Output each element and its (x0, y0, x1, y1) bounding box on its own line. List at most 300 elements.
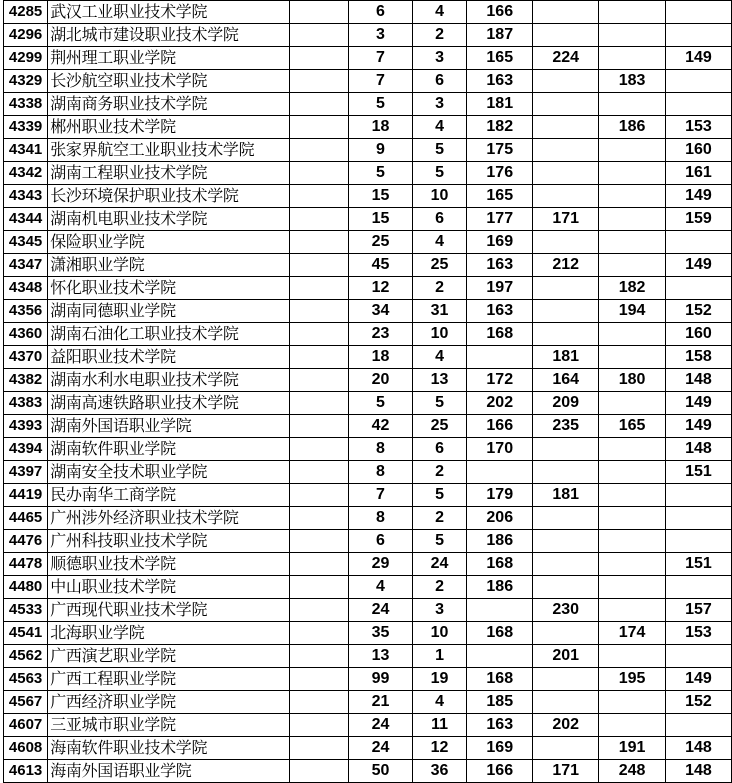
score-d-cell: 151 (665, 553, 731, 576)
table-row (4, 254, 732, 277)
score-d-cell: 160 (665, 323, 731, 346)
score-b-cell (533, 185, 599, 208)
school-code-cell: 4299 (4, 47, 48, 70)
table-row (4, 1, 732, 24)
plan-count-cell: 5 (349, 93, 413, 116)
enrolled-count-cell: 31 (412, 300, 466, 323)
enrolled-count-cell: 24 (412, 553, 466, 576)
school-name-cell: 郴州职业技术学院 (48, 116, 290, 139)
school-code-cell: 4296 (4, 24, 48, 47)
score-d-cell (665, 576, 731, 599)
school-name-cell: 广西经济职业学院 (48, 691, 290, 714)
table-row (4, 162, 732, 185)
enrolled-count-cell: 5 (412, 530, 466, 553)
score-b-cell: 201 (533, 645, 599, 668)
score-a-cell (467, 461, 533, 484)
enrolled-count-cell: 2 (412, 507, 466, 530)
score-c-cell (599, 691, 666, 714)
score-b-cell: 230 (533, 599, 599, 622)
enrolled-count-cell: 2 (412, 576, 466, 599)
table-row (4, 93, 732, 116)
plan-count-cell: 20 (349, 369, 413, 392)
blank-column-cell (289, 691, 348, 714)
school-name-cell: 湖南机电职业技术学院 (48, 208, 290, 231)
plan-count-cell: 9 (349, 139, 413, 162)
score-c-cell (599, 576, 666, 599)
score-a-cell: 168 (467, 323, 533, 346)
blank-column-cell (289, 576, 348, 599)
score-a-cell: 202 (467, 392, 533, 415)
school-code-cell: 4397 (4, 461, 48, 484)
score-c-cell (599, 24, 666, 47)
blank-column-cell (289, 139, 348, 162)
score-b-cell (533, 553, 599, 576)
score-c-cell (599, 323, 666, 346)
school-name-cell: 武汉工业职业技术学院 (48, 1, 290, 24)
score-c-cell (599, 231, 666, 254)
enrolled-count-cell: 11 (412, 714, 466, 737)
score-d-cell (665, 484, 731, 507)
score-d-cell (665, 530, 731, 553)
score-c-cell (599, 438, 666, 461)
score-a-cell: 169 (467, 737, 533, 760)
school-name-cell: 民办南华工商学院 (48, 484, 290, 507)
score-b-cell (533, 323, 599, 346)
score-c-cell (599, 162, 666, 185)
plan-count-cell: 8 (349, 438, 413, 461)
score-b-cell: 181 (533, 346, 599, 369)
score-c-cell (599, 139, 666, 162)
score-c-cell (599, 484, 666, 507)
enrolled-count-cell: 25 (412, 415, 466, 438)
score-d-cell: 160 (665, 139, 731, 162)
school-code-cell: 4562 (4, 645, 48, 668)
score-b-cell (533, 162, 599, 185)
enrolled-count-cell: 1 (412, 645, 466, 668)
plan-count-cell: 24 (349, 737, 413, 760)
score-b-cell: 171 (533, 760, 599, 783)
school-name-cell: 湖南软件职业学院 (48, 438, 290, 461)
score-c-cell (599, 714, 666, 737)
blank-column-cell (289, 599, 348, 622)
score-d-cell (665, 645, 731, 668)
score-d-cell: 161 (665, 162, 731, 185)
score-b-cell (533, 277, 599, 300)
school-name-cell: 保险职业学院 (48, 231, 290, 254)
score-d-cell (665, 1, 731, 24)
score-c-cell (599, 47, 666, 70)
score-d-cell: 158 (665, 346, 731, 369)
admission-score-table (3, 0, 732, 783)
score-b-cell: 212 (533, 254, 599, 277)
score-b-cell (533, 300, 599, 323)
blank-column-cell (289, 1, 348, 24)
plan-count-cell: 3 (349, 24, 413, 47)
table-row (4, 47, 732, 70)
score-a-cell: 206 (467, 507, 533, 530)
school-code-cell: 4344 (4, 208, 48, 231)
enrolled-count-cell: 5 (412, 139, 466, 162)
blank-column-cell (289, 438, 348, 461)
blank-column-cell (289, 24, 348, 47)
school-code-cell: 4393 (4, 415, 48, 438)
score-d-cell: 149 (665, 415, 731, 438)
table-row (4, 346, 732, 369)
score-a-cell: 165 (467, 185, 533, 208)
score-b-cell (533, 737, 599, 760)
school-name-cell: 海南外国语职业学院 (48, 760, 290, 783)
table-row (4, 737, 732, 760)
score-c-cell (599, 507, 666, 530)
school-name-cell: 湖北城市建设职业技术学院 (48, 24, 290, 47)
score-c-cell (599, 645, 666, 668)
score-c-cell: 182 (599, 277, 666, 300)
score-a-cell: 186 (467, 530, 533, 553)
score-c-cell: 191 (599, 737, 666, 760)
score-a-cell (467, 599, 533, 622)
score-c-cell: 186 (599, 116, 666, 139)
plan-count-cell: 6 (349, 530, 413, 553)
school-name-cell: 湖南同德职业学院 (48, 300, 290, 323)
blank-column-cell (289, 369, 348, 392)
blank-column-cell (289, 93, 348, 116)
score-c-cell (599, 553, 666, 576)
score-a-cell: 163 (467, 70, 533, 93)
score-b-cell (533, 70, 599, 93)
blank-column-cell (289, 507, 348, 530)
table-row (4, 300, 732, 323)
score-d-cell: 152 (665, 300, 731, 323)
enrolled-count-cell: 5 (412, 162, 466, 185)
enrolled-count-cell: 13 (412, 369, 466, 392)
score-b-cell: 202 (533, 714, 599, 737)
table-row (4, 645, 732, 668)
score-b-cell (533, 116, 599, 139)
score-d-cell: 148 (665, 369, 731, 392)
score-c-cell (599, 1, 666, 24)
table-row (4, 208, 732, 231)
score-a-cell: 182 (467, 116, 533, 139)
school-name-cell: 湖南水利水电职业技术学院 (48, 369, 290, 392)
table-row (4, 530, 732, 553)
enrolled-count-cell: 10 (412, 323, 466, 346)
school-code-cell: 4345 (4, 231, 48, 254)
enrolled-count-cell: 5 (412, 392, 466, 415)
blank-column-cell (289, 70, 348, 93)
enrolled-count-cell: 36 (412, 760, 466, 783)
plan-count-cell: 8 (349, 507, 413, 530)
score-d-cell: 153 (665, 116, 731, 139)
table-row (4, 231, 732, 254)
blank-column-cell (289, 415, 348, 438)
enrolled-count-cell: 3 (412, 47, 466, 70)
blank-column-cell (289, 668, 348, 691)
score-c-cell: 180 (599, 369, 666, 392)
school-code-cell: 4347 (4, 254, 48, 277)
school-name-cell: 广西演艺职业学院 (48, 645, 290, 668)
school-name-cell: 湖南安全技术职业学院 (48, 461, 290, 484)
blank-column-cell (289, 760, 348, 783)
plan-count-cell: 4 (349, 576, 413, 599)
plan-count-cell: 29 (349, 553, 413, 576)
blank-column-cell (289, 553, 348, 576)
school-name-cell: 中山职业技术学院 (48, 576, 290, 599)
enrolled-count-cell: 3 (412, 93, 466, 116)
plan-count-cell: 34 (349, 300, 413, 323)
score-b-cell: 235 (533, 415, 599, 438)
school-name-cell: 长沙环境保护职业技术学院 (48, 185, 290, 208)
school-name-cell: 北海职业学院 (48, 622, 290, 645)
school-code-cell: 4419 (4, 484, 48, 507)
plan-count-cell: 13 (349, 645, 413, 668)
plan-count-cell: 15 (349, 208, 413, 231)
score-c-cell: 174 (599, 622, 666, 645)
enrolled-count-cell: 2 (412, 461, 466, 484)
score-b-cell (533, 438, 599, 461)
school-name-cell: 荆州理工职业学院 (48, 47, 290, 70)
table-row (4, 116, 732, 139)
score-c-cell (599, 185, 666, 208)
score-a-cell: 172 (467, 369, 533, 392)
score-a-cell: 168 (467, 553, 533, 576)
blank-column-cell (289, 484, 348, 507)
score-c-cell (599, 599, 666, 622)
score-c-cell (599, 208, 666, 231)
school-code-cell: 4607 (4, 714, 48, 737)
blank-column-cell (289, 300, 348, 323)
table-row (4, 599, 732, 622)
plan-count-cell: 8 (349, 461, 413, 484)
enrolled-count-cell: 12 (412, 737, 466, 760)
plan-count-cell: 7 (349, 70, 413, 93)
score-d-cell: 151 (665, 461, 731, 484)
score-b-cell (533, 24, 599, 47)
score-d-cell (665, 714, 731, 737)
blank-column-cell (289, 185, 348, 208)
school-name-cell: 湖南外国语职业学院 (48, 415, 290, 438)
plan-count-cell: 7 (349, 47, 413, 70)
school-code-cell: 4613 (4, 760, 48, 783)
score-c-cell (599, 346, 666, 369)
school-name-cell: 广西工程职业学院 (48, 668, 290, 691)
table-row (4, 668, 732, 691)
score-d-cell (665, 507, 731, 530)
plan-count-cell: 24 (349, 599, 413, 622)
score-a-cell: 166 (467, 1, 533, 24)
blank-column-cell (289, 47, 348, 70)
score-d-cell (665, 24, 731, 47)
school-code-cell: 4329 (4, 70, 48, 93)
school-code-cell: 4567 (4, 691, 48, 714)
table-body (4, 1, 732, 783)
score-a-cell: 176 (467, 162, 533, 185)
table-row (4, 392, 732, 415)
table-row (4, 369, 732, 392)
table-row (4, 24, 732, 47)
blank-column-cell (289, 622, 348, 645)
school-code-cell: 4541 (4, 622, 48, 645)
score-c-cell: 248 (599, 760, 666, 783)
score-d-cell: 148 (665, 737, 731, 760)
score-d-cell: 152 (665, 691, 731, 714)
table-row (4, 691, 732, 714)
score-a-cell: 169 (467, 231, 533, 254)
score-a-cell: 185 (467, 691, 533, 714)
score-d-cell: 149 (665, 254, 731, 277)
school-name-cell: 海南软件职业技术学院 (48, 737, 290, 760)
plan-count-cell: 23 (349, 323, 413, 346)
table-row (4, 714, 732, 737)
score-a-cell: 163 (467, 714, 533, 737)
score-a-cell: 166 (467, 415, 533, 438)
score-d-cell (665, 70, 731, 93)
table-row (4, 507, 732, 530)
plan-count-cell: 45 (349, 254, 413, 277)
school-name-cell: 湖南商务职业技术学院 (48, 93, 290, 116)
school-name-cell: 张家界航空工业职业技术学院 (48, 139, 290, 162)
score-b-cell (533, 576, 599, 599)
table-row (4, 760, 732, 783)
blank-column-cell (289, 645, 348, 668)
enrolled-count-cell: 6 (412, 438, 466, 461)
score-b-cell: 224 (533, 47, 599, 70)
score-a-cell: 175 (467, 139, 533, 162)
table-row (4, 323, 732, 346)
table-row (4, 438, 732, 461)
plan-count-cell: 99 (349, 668, 413, 691)
score-c-cell: 194 (599, 300, 666, 323)
table-row (4, 415, 732, 438)
score-c-cell (599, 461, 666, 484)
plan-count-cell: 12 (349, 277, 413, 300)
school-code-cell: 4341 (4, 139, 48, 162)
enrolled-count-cell: 10 (412, 622, 466, 645)
score-d-cell: 149 (665, 668, 731, 691)
school-name-cell: 湖南工程职业技术学院 (48, 162, 290, 185)
plan-count-cell: 18 (349, 346, 413, 369)
school-code-cell: 4394 (4, 438, 48, 461)
school-name-cell: 广州涉外经济职业技术学院 (48, 507, 290, 530)
enrolled-count-cell: 10 (412, 185, 466, 208)
school-code-cell: 4348 (4, 277, 48, 300)
score-d-cell (665, 93, 731, 116)
school-name-cell: 长沙航空职业技术学院 (48, 70, 290, 93)
score-a-cell: 170 (467, 438, 533, 461)
score-a-cell: 168 (467, 668, 533, 691)
school-code-cell: 4383 (4, 392, 48, 415)
score-b-cell: 181 (533, 484, 599, 507)
enrolled-count-cell: 19 (412, 668, 466, 691)
school-code-cell: 4478 (4, 553, 48, 576)
enrolled-count-cell: 4 (412, 231, 466, 254)
blank-column-cell (289, 714, 348, 737)
score-d-cell: 148 (665, 760, 731, 783)
table-row (4, 70, 732, 93)
score-a-cell: 179 (467, 484, 533, 507)
enrolled-count-cell: 4 (412, 691, 466, 714)
score-a-cell: 163 (467, 300, 533, 323)
school-code-cell: 4356 (4, 300, 48, 323)
school-code-cell: 4480 (4, 576, 48, 599)
score-a-cell: 177 (467, 208, 533, 231)
score-a-cell (467, 645, 533, 668)
score-a-cell: 165 (467, 47, 533, 70)
score-c-cell (599, 254, 666, 277)
score-d-cell: 149 (665, 392, 731, 415)
score-b-cell (533, 93, 599, 116)
plan-count-cell: 24 (349, 714, 413, 737)
plan-count-cell: 21 (349, 691, 413, 714)
plan-count-cell: 42 (349, 415, 413, 438)
score-d-cell (665, 277, 731, 300)
blank-column-cell (289, 162, 348, 185)
table-row (4, 576, 732, 599)
school-name-cell: 顺德职业技术学院 (48, 553, 290, 576)
school-code-cell: 4360 (4, 323, 48, 346)
school-code-cell: 4465 (4, 507, 48, 530)
school-code-cell: 4608 (4, 737, 48, 760)
table-row (4, 622, 732, 645)
school-name-cell: 怀化职业技术学院 (48, 277, 290, 300)
score-d-cell (665, 231, 731, 254)
enrolled-count-cell: 3 (412, 599, 466, 622)
blank-column-cell (289, 208, 348, 231)
score-d-cell: 157 (665, 599, 731, 622)
school-code-cell: 4382 (4, 369, 48, 392)
school-code-cell: 4342 (4, 162, 48, 185)
school-code-cell: 4339 (4, 116, 48, 139)
plan-count-cell: 35 (349, 622, 413, 645)
school-name-cell: 潇湘职业学院 (48, 254, 290, 277)
score-a-cell (467, 346, 533, 369)
table-row (4, 277, 732, 300)
enrolled-count-cell: 25 (412, 254, 466, 277)
table-row (4, 185, 732, 208)
plan-count-cell: 5 (349, 392, 413, 415)
blank-column-cell (289, 392, 348, 415)
score-c-cell: 195 (599, 668, 666, 691)
table-row (4, 553, 732, 576)
score-a-cell: 187 (467, 24, 533, 47)
school-code-cell: 4476 (4, 530, 48, 553)
score-b-cell (533, 530, 599, 553)
score-b-cell (533, 231, 599, 254)
score-b-cell (533, 507, 599, 530)
score-a-cell: 163 (467, 254, 533, 277)
school-name-cell: 广州科技职业技术学院 (48, 530, 290, 553)
plan-count-cell: 15 (349, 185, 413, 208)
score-c-cell (599, 93, 666, 116)
school-code-cell: 4338 (4, 93, 48, 116)
score-c-cell (599, 530, 666, 553)
score-b-cell (533, 691, 599, 714)
enrolled-count-cell: 6 (412, 70, 466, 93)
enrolled-count-cell: 5 (412, 484, 466, 507)
table-row (4, 461, 732, 484)
plan-count-cell: 18 (349, 116, 413, 139)
score-a-cell: 168 (467, 622, 533, 645)
plan-count-cell: 50 (349, 760, 413, 783)
school-code-cell: 4343 (4, 185, 48, 208)
plan-count-cell: 6 (349, 1, 413, 24)
plan-count-cell: 7 (349, 484, 413, 507)
school-code-cell: 4533 (4, 599, 48, 622)
score-b-cell (533, 622, 599, 645)
score-c-cell: 183 (599, 70, 666, 93)
school-code-cell: 4370 (4, 346, 48, 369)
score-a-cell: 166 (467, 760, 533, 783)
score-b-cell (533, 1, 599, 24)
